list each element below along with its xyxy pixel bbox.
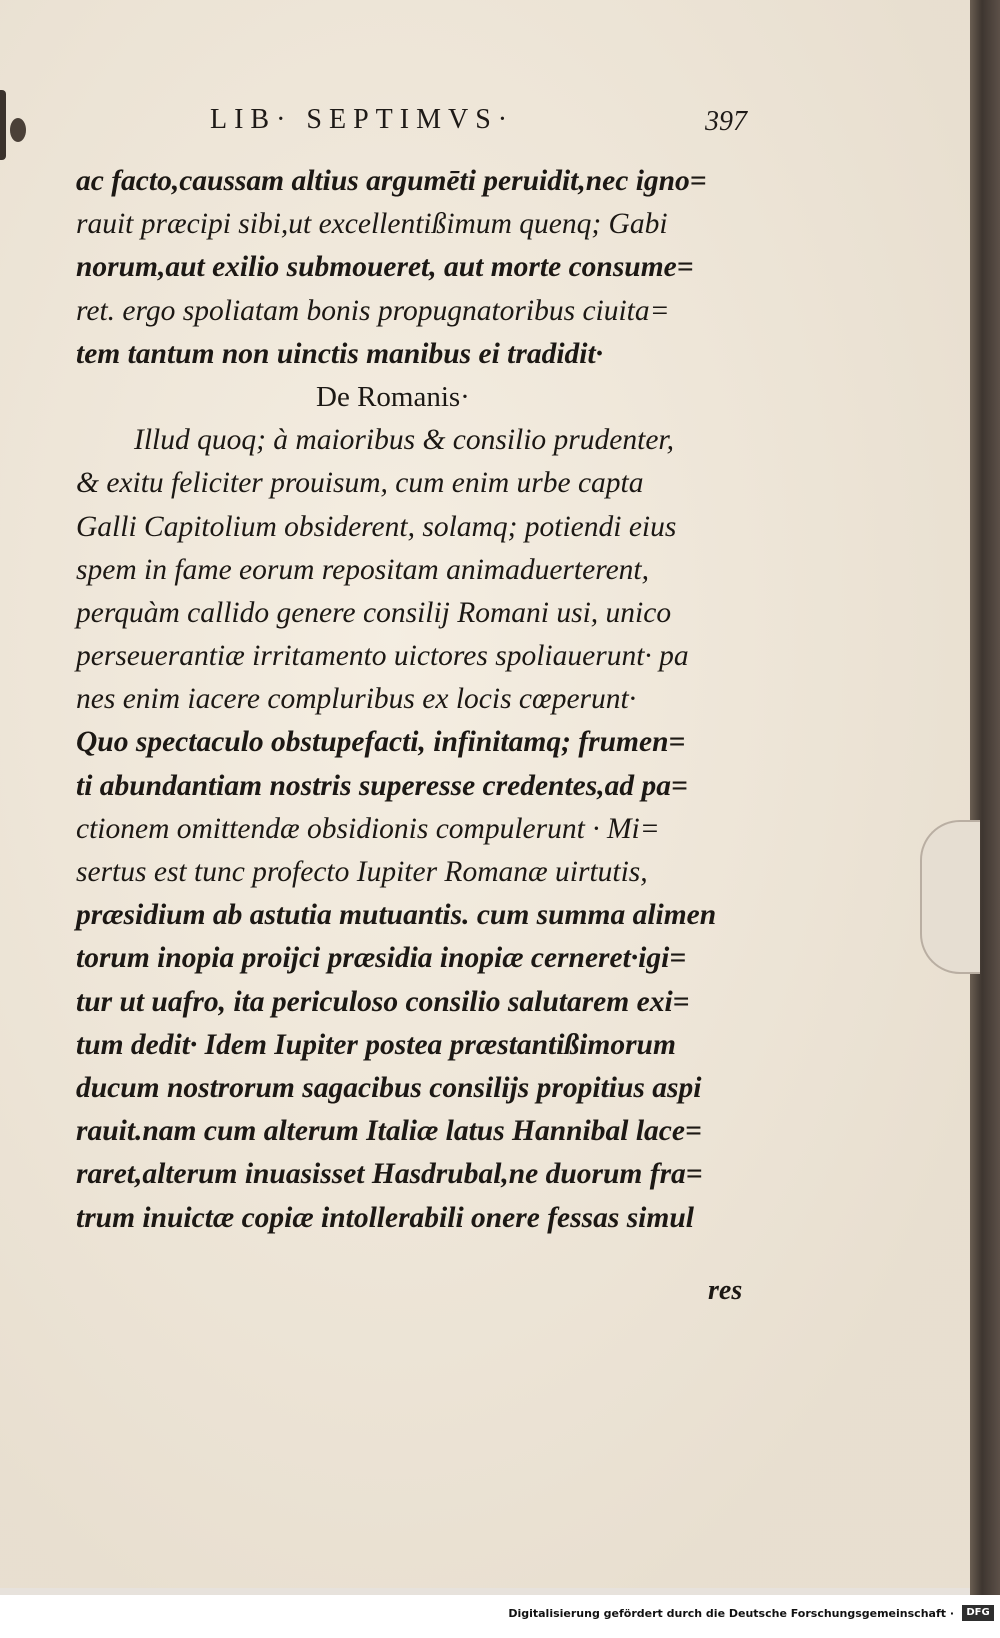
- text-line: ac facto,caussam altius argumēti peruidit,nec igno=: [76, 165, 707, 197]
- text-line: Quo spectaculo obstupefacti, infinitamq; frumen=: [76, 726, 686, 759]
- page-number: 397: [705, 106, 747, 137]
- text-line: raret,alterum inuasisset Hasdrubal,ne duorum fra=: [76, 1158, 703, 1191]
- text-line: norum,aut exilio submoueret, aut morte consume=: [76, 251, 694, 284]
- text-line: nes enim iacere compluribus ex locis cœperunt·: [76, 683, 637, 716]
- text-line: tum dedit· Idem Iupiter postea præstantißimorum: [76, 1028, 676, 1061]
- funding-credit: Digitalisierung gefördert durch die Deutsche Forschungsgemeinschaft ·: [508, 1607, 954, 1620]
- text-line: ducum nostrorum sagacibus consilijs propitius aspi: [76, 1071, 702, 1104]
- text-line: spem in fame eorum repositam animaduerterent,: [76, 553, 649, 586]
- text-line: Galli Capitolium obsiderent, solamq; potiendi eius: [76, 510, 677, 543]
- text-line: præsidium ab astutia mutuantis. cum summa alimen: [76, 899, 717, 932]
- running-head: LIB· SEPTIMVS·: [210, 104, 515, 135]
- text-line: tur ut uafro, ita periculoso consilio salutarem exi=: [76, 985, 690, 1018]
- text-line: perquàm callido genere consilij Romani usi, unico: [76, 596, 672, 629]
- text-line: ctionem omittendæ obsidionis compulerunt · Mi=: [76, 812, 660, 845]
- section-heading: De Romanis·: [316, 380, 470, 413]
- text-line: rauit præcipi sibi,ut excellentißimum quenq; Gabi: [76, 208, 668, 241]
- text-line: perseuerantiæ irritamento uictores spoliauerunt· pa: [76, 640, 689, 673]
- text-line: ret. ergo spoliatam bonis propugnatoribus ciuita=: [76, 294, 670, 327]
- footer: [0, 1595, 1000, 1638]
- body-text: [76, 160, 766, 1240]
- text-line: ti abundantiam nostris superesse credentes,ad pa=: [76, 769, 688, 802]
- page-clip: [920, 820, 980, 974]
- text-line: sertus est tunc profecto Iupiter Romanæ uirtutis,: [76, 856, 648, 888]
- page-header: [0, 104, 980, 144]
- text-line: Illud quoq; à maioribus & consilio prudenter,: [134, 424, 675, 457]
- text-line: & exitu feliciter prouisum, cum enim urbe capta: [76, 467, 644, 500]
- text-line: trum inuictæ copiæ intollerabili onere fessas simul: [76, 1201, 694, 1234]
- text-line: rauit.nam cum alterum Italiæ latus Hannibal lace=: [76, 1115, 702, 1148]
- scan-edge: [970, 0, 1000, 1595]
- text-line: tem tantum non uinctis manibus ei tradidit·: [76, 337, 604, 370]
- dfg-logo: DFG: [962, 1605, 994, 1621]
- catchword: res: [708, 1275, 743, 1306]
- text-line: torum inopia proijci præsidia inopiæ cerneret·igi=: [76, 942, 687, 975]
